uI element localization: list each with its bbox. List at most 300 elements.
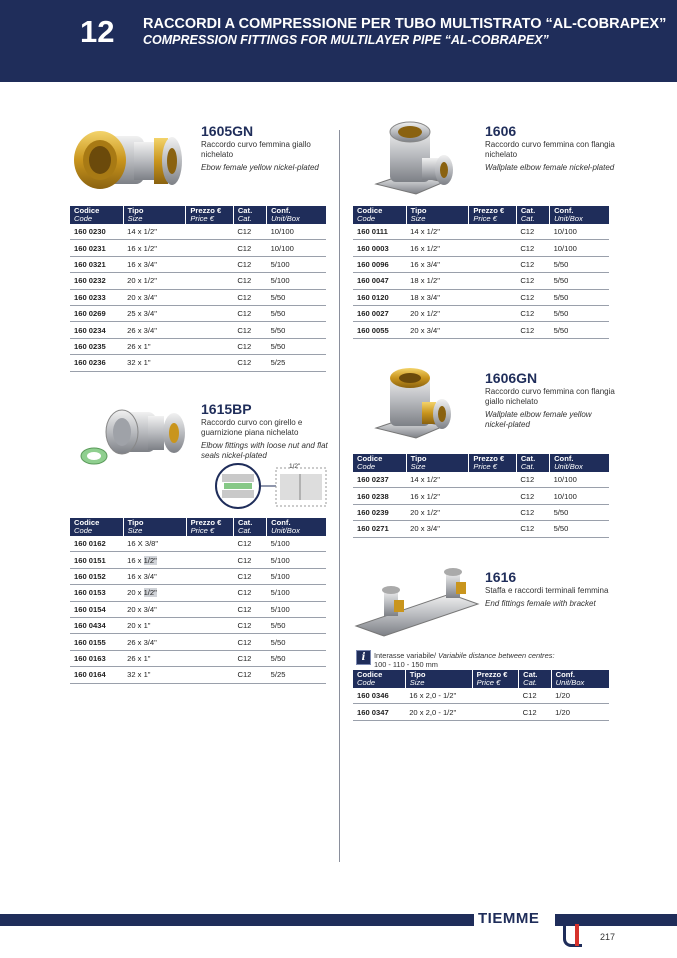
unit-cell: 5/50 (550, 322, 609, 338)
column-header-cat (233, 206, 266, 224)
column-header-en: Price € (473, 214, 497, 223)
price-cell (186, 273, 233, 289)
size-cell: 16 x 1/2" (406, 488, 469, 504)
column-header-prezzo (469, 206, 516, 224)
unit-cell: 10/100 (550, 488, 609, 504)
unit-cell: 5/100 (267, 601, 326, 617)
product-1606gn (485, 370, 615, 430)
column-header-en: Size (127, 214, 143, 223)
code-cell: 160 0321 (70, 256, 123, 272)
code-cell: 160 0237 (353, 472, 406, 488)
info-en: Variabile distance between centres: (438, 651, 555, 660)
cat-cell: C12 (516, 305, 549, 321)
price-cell (186, 617, 233, 633)
price-cell (469, 256, 516, 272)
code-cell: 160 0271 (353, 521, 406, 537)
cat-cell: C12 (516, 488, 549, 504)
table-row (70, 634, 326, 650)
code-cell: 160 0096 (353, 256, 406, 272)
code-cell: 160 0154 (70, 601, 123, 617)
price-cell (186, 240, 233, 256)
table-row (70, 667, 326, 683)
table-header-row (70, 518, 326, 536)
table-row (70, 650, 326, 666)
column-header-it: Prezzo € (190, 518, 222, 527)
size-cell: 18 x 1/2" (406, 273, 469, 289)
column-header-it: Tipo (410, 454, 427, 463)
table-row (70, 552, 326, 568)
column-header-tipo (406, 206, 469, 224)
table-row (70, 568, 326, 584)
price-cell (186, 322, 233, 338)
price-cell (469, 289, 516, 305)
unit-cell: 5/50 (550, 305, 609, 321)
table-header-row (353, 454, 609, 472)
column-header-en: Size (127, 526, 143, 535)
table-row (353, 289, 609, 305)
table-row (70, 305, 326, 321)
column-header-codice (353, 454, 406, 472)
table-1606 (353, 206, 609, 339)
cat-cell: C12 (516, 224, 549, 240)
table-1616 (353, 670, 609, 721)
elbow-fitting-yellow-image (72, 126, 184, 196)
table-row (353, 305, 609, 321)
code-cell: 160 0239 (353, 504, 406, 520)
product-code: 1616 (485, 569, 517, 585)
price-cell (186, 568, 233, 584)
size-cell: 14 x 1/2" (123, 224, 186, 240)
info-icon: i (356, 650, 371, 665)
column-header-it: Conf. (554, 206, 574, 215)
cat-cell: C12 (233, 240, 266, 256)
cat-cell: C12 (233, 617, 266, 633)
column-header-prezzo (186, 206, 233, 224)
price-cell (186, 289, 233, 305)
code-cell: 160 0232 (70, 273, 123, 289)
column-header-it: Conf. (555, 670, 576, 679)
cat-cell: C12 (233, 568, 266, 584)
column-header-conf (267, 518, 326, 536)
unit-cell: 5/50 (550, 273, 609, 289)
price-cell (186, 585, 233, 601)
size-cell: 16 X 3/8" (123, 536, 186, 552)
product-description: Raccordo curvo femmina con flangia giallo nichelato (485, 387, 615, 406)
column-header-en: Cat. (237, 526, 252, 535)
size-cell: 20 x 1/2" (123, 585, 186, 601)
column-header-it: Prezzo € (473, 454, 505, 463)
code-cell: 160 0346 (353, 688, 405, 704)
code-cell: 160 0153 (70, 585, 123, 601)
table-row (70, 289, 326, 305)
code-cell: 160 0347 (353, 704, 405, 720)
cat-cell: C12 (233, 273, 266, 289)
table-1605gn (70, 206, 326, 372)
code-cell: 160 0234 (70, 322, 123, 338)
price-cell (186, 667, 233, 683)
unit-cell: 5/100 (267, 256, 326, 272)
product-description-en: Elbow fittings with loose nut and flat seals nickel-plated (201, 441, 328, 460)
size-cell: 26 x 1" (123, 650, 186, 666)
column-header-en: Size (409, 678, 425, 687)
page-header (0, 0, 677, 82)
table-row (353, 521, 609, 537)
column-header-it: Prezzo € (473, 206, 505, 215)
cat-cell: C12 (516, 289, 549, 305)
wallplate-elbow-image (372, 118, 458, 200)
table-row (70, 585, 326, 601)
code-cell: 160 0055 (353, 322, 406, 338)
cat-cell: C12 (516, 504, 549, 520)
size-cell: 32 x 1" (123, 355, 186, 371)
column-header-it: Tipo (409, 670, 426, 679)
column-header-it: Codice (357, 670, 383, 679)
table-row (353, 488, 609, 504)
unit-cell: 1/20 (551, 688, 609, 704)
product-1606 (485, 123, 615, 173)
price-cell (469, 322, 516, 338)
brand-logo: TIEMME (478, 910, 540, 927)
column-header-codice (353, 670, 405, 688)
table-row (353, 688, 609, 704)
unit-cell: 10/100 (550, 472, 609, 488)
table-header-row (70, 206, 326, 224)
column-header-tipo (405, 670, 472, 688)
unit-cell: 5/50 (267, 338, 326, 354)
table-row (353, 504, 609, 520)
highlighted-size: 1/2" (143, 588, 157, 598)
column-header-en: Price € (473, 462, 497, 471)
size-cell: 20 x 1/2" (406, 504, 469, 520)
unit-cell: 5/100 (267, 585, 326, 601)
unit-cell: 5/50 (267, 289, 326, 305)
cat-cell: C12 (233, 224, 266, 240)
cat-cell: C12 (233, 650, 266, 666)
unit-cell: 5/50 (267, 322, 326, 338)
product-code: 1605GN (201, 123, 254, 139)
table-row (353, 322, 609, 338)
size-cell: 20 x 3/4" (406, 521, 469, 537)
column-header-it: Conf. (271, 518, 291, 527)
product-code: 1615BP (201, 401, 252, 417)
column-header-en: Cat. (237, 214, 252, 223)
table-row (70, 322, 326, 338)
column-header-en: Code (357, 214, 376, 223)
column-header-it: Codice (74, 206, 100, 215)
unit-cell: 5/50 (267, 305, 326, 321)
product-1615bp (201, 401, 331, 461)
column-header-cat (516, 206, 549, 224)
page-number: 217 (600, 932, 616, 942)
info-values: 100 - 110 - 150 mm (374, 660, 438, 669)
unit-cell: 5/50 (550, 289, 609, 305)
column-header-en: Cat. (520, 462, 535, 471)
column-header-en: Code (74, 214, 93, 223)
thread-label: 1/2" (289, 463, 301, 470)
unit-cell: 5/50 (267, 617, 326, 633)
column-header-prezzo (469, 454, 516, 472)
column-header-en: Price € (476, 678, 501, 687)
elbow-loose-nut-fitting-image (78, 406, 188, 470)
column-header-en: Unit/Box (555, 678, 585, 687)
code-cell: 160 0231 (70, 240, 123, 256)
unit-cell: 5/100 (267, 568, 326, 584)
product-description: Staffa e raccordi terminali femmina (485, 586, 609, 595)
cat-cell: C12 (516, 472, 549, 488)
price-cell (469, 240, 516, 256)
product-1605gn (201, 123, 331, 173)
column-header-en: Unit/Box (271, 214, 300, 223)
size-cell: 14 x 1/2" (406, 224, 469, 240)
price-cell (469, 521, 516, 537)
unit-cell: 10/100 (267, 240, 326, 256)
column-header-it: Prezzo € (476, 670, 508, 679)
product-description: Raccordo curvo con girello e guarnizione piana nichelato (201, 418, 303, 437)
price-cell (186, 650, 233, 666)
price-cell (469, 488, 516, 504)
cat-cell: C12 (233, 322, 266, 338)
size-cell: 16 x 2,0 - 1/2" (405, 688, 472, 704)
unit-cell: 10/100 (267, 224, 326, 240)
unit-cell: 5/25 (267, 667, 326, 683)
code-cell: 160 0162 (70, 536, 123, 552)
unit-cell: 5/100 (267, 273, 326, 289)
size-cell: 20 x 1/2" (406, 305, 469, 321)
column-header-it: Cat. (237, 518, 253, 527)
column-header-en: Code (357, 678, 376, 687)
size-cell: 20 x 1/2" (123, 273, 186, 289)
column-header-en: Cat. (523, 678, 538, 687)
cat-cell: C12 (233, 552, 266, 568)
size-cell: 20 x 2,0 - 1/2" (405, 704, 472, 720)
column-header-cat (516, 454, 549, 472)
size-cell: 16 x 3/4" (406, 256, 469, 272)
seal-diagram-image (210, 460, 330, 510)
column-header-it: Conf. (554, 454, 574, 463)
column-header-it: Cat. (523, 670, 538, 679)
price-cell (186, 552, 233, 568)
price-cell (469, 504, 516, 520)
cat-cell: C12 (519, 688, 552, 704)
size-cell: 26 x 3/4" (123, 634, 186, 650)
column-header-it: Codice (74, 518, 100, 527)
table-row (70, 601, 326, 617)
cat-cell: C12 (519, 704, 552, 720)
unit-cell: 5/100 (267, 552, 326, 568)
column-header-conf (550, 206, 609, 224)
code-cell: 160 0235 (70, 338, 123, 354)
column-header-en: Code (74, 526, 93, 535)
column-header-it: Cat. (237, 206, 253, 215)
cat-cell: C12 (516, 521, 549, 537)
code-cell: 160 0111 (353, 224, 406, 240)
unit-cell: 5/50 (550, 521, 609, 537)
price-cell (186, 355, 233, 371)
column-header-en: Size (410, 462, 426, 471)
table-row (70, 617, 326, 633)
column-header-it: Conf. (271, 206, 291, 215)
table-row (70, 338, 326, 354)
column-header-it: Codice (357, 206, 383, 215)
brand-hook-icon (563, 924, 582, 947)
size-cell: 32 x 1" (123, 667, 186, 683)
cat-cell: C12 (233, 256, 266, 272)
cat-cell: C12 (233, 536, 266, 552)
unit-cell: 10/100 (550, 240, 609, 256)
column-header-en: Unit/Box (554, 214, 583, 223)
unit-cell: 5/50 (267, 634, 326, 650)
size-cell: 20 x 3/4" (123, 289, 186, 305)
size-cell: 16 x 1/2" (123, 240, 186, 256)
price-cell (472, 688, 518, 704)
column-header-it: Cat. (520, 454, 536, 463)
cat-cell: C12 (516, 273, 549, 289)
table-row (70, 224, 326, 240)
cat-cell: C12 (233, 355, 266, 371)
price-cell (469, 224, 516, 240)
table-row (353, 224, 609, 240)
size-cell: 14 x 1/2" (406, 472, 469, 488)
table-row (70, 240, 326, 256)
product-description-en: Wallplate elbow female yellow nickel-plated (485, 410, 592, 429)
table-row (70, 536, 326, 552)
column-header-it: Tipo (127, 518, 144, 527)
table-header-row (353, 206, 609, 224)
column-header-en: Price € (190, 214, 214, 223)
code-cell: 160 0236 (70, 355, 123, 371)
unit-cell: 5/50 (550, 256, 609, 272)
page-title: RACCORDI A COMPRESSIONE PER TUBO MULTISTRATO “AL-COBRAPEX” (143, 16, 667, 32)
code-cell: 160 0047 (353, 273, 406, 289)
footer-bar (0, 914, 474, 926)
table-row (70, 355, 326, 371)
column-header-en: Size (410, 214, 426, 223)
cat-cell: C12 (233, 634, 266, 650)
table-row (353, 240, 609, 256)
unit-cell: 5/25 (267, 355, 326, 371)
code-cell: 160 0003 (353, 240, 406, 256)
cat-cell: C12 (233, 338, 266, 354)
table-row (70, 273, 326, 289)
code-cell: 160 0120 (353, 289, 406, 305)
size-cell: 20 x 1" (123, 617, 186, 633)
wallplate-elbow-yellow-image (372, 366, 458, 446)
size-cell: 26 x 3/4" (123, 322, 186, 338)
column-header-conf (267, 206, 326, 224)
column-header-en: Unit/Box (271, 526, 300, 535)
column-header-tipo (406, 454, 469, 472)
column-header-codice (70, 518, 123, 536)
unit-cell: 5/50 (550, 504, 609, 520)
product-1616 (485, 569, 615, 609)
highlighted-size: 1/2" (143, 555, 157, 565)
column-header-conf (550, 454, 609, 472)
table-row (70, 256, 326, 272)
page-subtitle: COMPRESSION FITTINGS FOR MULTILAYER PIPE “AL-COBRAPEX” (143, 33, 549, 47)
column-header-cat (233, 518, 266, 536)
product-code: 1606GN (485, 370, 538, 386)
unit-cell: 10/100 (550, 224, 609, 240)
price-cell (469, 305, 516, 321)
size-cell: 20 x 3/4" (123, 601, 186, 617)
column-header-it: Cat. (520, 206, 536, 215)
product-description-en: Wallplate elbow female nickel-plated (485, 163, 615, 172)
column-header-codice (70, 206, 123, 224)
code-cell: 160 0155 (70, 634, 123, 650)
cat-cell: C12 (516, 322, 549, 338)
column-header-en: Unit/Box (554, 462, 583, 471)
product-description-en: Ebow female yellow nickel-plated (201, 163, 319, 172)
cat-cell: C12 (516, 240, 549, 256)
column-header-it: Tipo (127, 206, 144, 215)
table-1606gn (353, 454, 609, 538)
cat-cell: C12 (233, 667, 266, 683)
table-row (353, 704, 609, 720)
size-cell: 16 x 1/2" (123, 552, 186, 568)
column-divider (339, 130, 340, 862)
chapter-number: 12 (80, 14, 115, 49)
column-header-it: Prezzo € (190, 206, 222, 215)
price-cell (469, 273, 516, 289)
column-header-it: Tipo (410, 206, 427, 215)
cat-cell: C12 (233, 305, 266, 321)
price-cell (186, 256, 233, 272)
size-cell: 25 x 3/4" (123, 305, 186, 321)
price-cell (186, 224, 233, 240)
unit-cell: 5/50 (267, 650, 326, 666)
size-cell: 16 x 3/4" (123, 568, 186, 584)
table-1615bp (70, 518, 326, 684)
cat-cell: C12 (233, 601, 266, 617)
code-cell: 160 0434 (70, 617, 123, 633)
cat-cell: C12 (233, 585, 266, 601)
product-description: Raccordo curvo femmina con flangia nichelato (485, 140, 615, 159)
column-header-conf (551, 670, 609, 688)
code-cell: 160 0230 (70, 224, 123, 240)
column-header-codice (353, 206, 406, 224)
code-cell: 160 0152 (70, 568, 123, 584)
column-header-it: Codice (357, 454, 383, 463)
size-cell: 18 x 3/4" (406, 289, 469, 305)
code-cell: 160 0164 (70, 667, 123, 683)
product-description: Raccordo curvo femmina giallo nichelato (201, 140, 311, 159)
table-row (353, 472, 609, 488)
info-it: Interasse variabile/ (374, 651, 437, 660)
price-cell (186, 305, 233, 321)
column-header-tipo (123, 518, 186, 536)
unit-cell: 5/100 (267, 536, 326, 552)
price-cell (186, 338, 233, 354)
price-cell (469, 472, 516, 488)
product-code: 1606 (485, 123, 517, 139)
table-row (353, 256, 609, 272)
code-cell: 160 0163 (70, 650, 123, 666)
column-header-prezzo (186, 518, 233, 536)
brand-red-accent (575, 924, 579, 946)
bracket-fittings-image (354, 568, 480, 640)
cat-cell: C12 (233, 289, 266, 305)
size-cell: 16 x 3/4" (123, 256, 186, 272)
unit-cell: 1/20 (551, 704, 609, 720)
column-header-cat (519, 670, 552, 688)
table-header-row (353, 670, 609, 688)
column-header-en: Code (357, 462, 376, 471)
size-cell: 26 x 1" (123, 338, 186, 354)
column-header-prezzo (472, 670, 518, 688)
table-row (353, 273, 609, 289)
size-cell: 20 x 3/4" (406, 322, 469, 338)
price-cell (186, 634, 233, 650)
